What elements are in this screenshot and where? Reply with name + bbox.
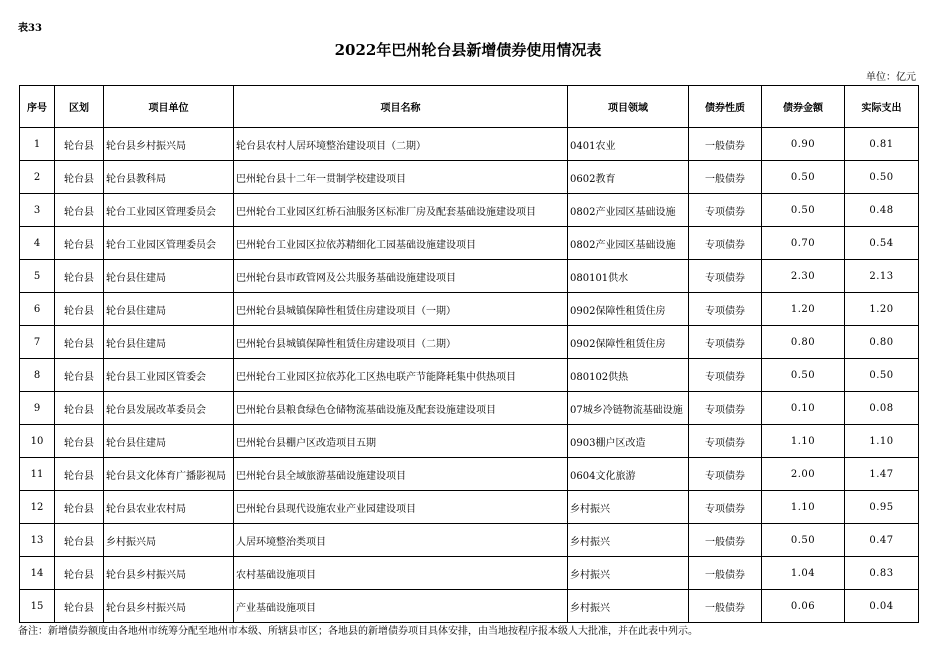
cell-unit: 轮台县住建局 [104, 425, 234, 458]
cell-unit: 轮台县乡村振兴局 [104, 590, 234, 623]
cell-unit: 轮台县农业农村局 [104, 491, 234, 524]
cell-bond-type: 一般债券 [689, 128, 762, 161]
cell-amount: 2.30 [762, 260, 845, 293]
cell-index: 8 [20, 359, 55, 392]
cell-unit: 轮台县工业园区管委会 [104, 359, 234, 392]
cell-actual: 0.50 [845, 359, 919, 392]
cell-amount: 0.80 [762, 326, 845, 359]
column-header-index: 序号 [20, 86, 55, 128]
cell-index: 15 [20, 590, 55, 623]
cell-field: 0604文化旅游 [568, 458, 689, 491]
cell-index: 7 [20, 326, 55, 359]
table-row [20, 227, 919, 260]
cell-unit: 轮台县发展改革委员会 [104, 392, 234, 425]
unit-label: 单位：亿元 [866, 72, 916, 83]
cell-index: 3 [20, 194, 55, 227]
cell-unit: 轮台县乡村振兴局 [104, 128, 234, 161]
header-row [20, 86, 919, 128]
cell-region: 轮台县 [55, 293, 104, 326]
cell-amount: 1.10 [762, 491, 845, 524]
cell-region: 轮台县 [55, 128, 104, 161]
cell-bond-type: 一般债券 [689, 557, 762, 590]
cell-unit: 乡村振兴局 [104, 524, 234, 557]
cell-bond-type: 专项债券 [689, 491, 762, 524]
cell-actual: 0.08 [845, 392, 919, 425]
cell-amount: 0.50 [762, 524, 845, 557]
cell-bond-type: 专项债券 [689, 392, 762, 425]
cell-region: 轮台县 [55, 590, 104, 623]
table-number: 表33 [18, 23, 42, 34]
cell-actual: 0.83 [845, 557, 919, 590]
cell-region: 轮台县 [55, 326, 104, 359]
cell-amount: 0.06 [762, 590, 845, 623]
cell-project: 农村基础设施项目 [234, 557, 568, 590]
cell-project: 轮台县农村人居环境整治建设项目（二期） [234, 128, 568, 161]
table-row [20, 194, 919, 227]
cell-region: 轮台县 [55, 227, 104, 260]
cell-bond-type: 专项债券 [689, 227, 762, 260]
cell-field: 07城乡冷链物流基础设施 [568, 392, 689, 425]
cell-unit: 轮台县文化体育广播影视局 [104, 458, 234, 491]
cell-actual: 0.47 [845, 524, 919, 557]
cell-project: 巴州轮台县城镇保障性租赁住房建设项目（一期） [234, 293, 568, 326]
cell-actual: 0.54 [845, 227, 919, 260]
cell-index: 12 [20, 491, 55, 524]
cell-amount: 0.70 [762, 227, 845, 260]
cell-project: 巴州轮台工业园区拉依苏精细化工园基础设施建设项目 [234, 227, 568, 260]
cell-index: 11 [20, 458, 55, 491]
cell-field: 0802产业园区基础设施 [568, 194, 689, 227]
cell-project: 巴州轮台县城镇保障性租赁住房建设项目（二期） [234, 326, 568, 359]
cell-field: 0902保障性租赁住房 [568, 293, 689, 326]
column-header-actual: 实际支出 [845, 86, 919, 128]
table-row [20, 524, 919, 557]
cell-region: 轮台县 [55, 260, 104, 293]
column-header-amount: 债券金额 [762, 86, 845, 128]
cell-region: 轮台县 [55, 425, 104, 458]
cell-bond-type: 专项债券 [689, 194, 762, 227]
cell-actual: 0.48 [845, 194, 919, 227]
debt-usage-table [19, 85, 919, 623]
cell-amount: 1.20 [762, 293, 845, 326]
cell-project: 巴州轮台县全域旅游基础设施建设项目 [234, 458, 568, 491]
cell-field: 乡村振兴 [568, 590, 689, 623]
cell-actual: 1.47 [845, 458, 919, 491]
cell-project: 巴州轮台工业园区拉依苏化工区热电联产节能降耗集中供热项目 [234, 359, 568, 392]
cell-field: 乡村振兴 [568, 524, 689, 557]
cell-field: 0602教育 [568, 161, 689, 194]
cell-unit: 轮台工业园区管理委员会 [104, 227, 234, 260]
cell-project: 巴州轮台县现代设施农业产业园建设项目 [234, 491, 568, 524]
cell-index: 4 [20, 227, 55, 260]
cell-actual: 0.81 [845, 128, 919, 161]
cell-actual: 0.50 [845, 161, 919, 194]
cell-bond-type: 一般债券 [689, 161, 762, 194]
cell-index: 2 [20, 161, 55, 194]
cell-index: 9 [20, 392, 55, 425]
cell-project: 巴州轮台县十二年一贯制学校建设项目 [234, 161, 568, 194]
column-header-bond-type: 债券性质 [689, 86, 762, 128]
cell-project: 产业基础设施项目 [234, 590, 568, 623]
table-row [20, 293, 919, 326]
table-row [20, 128, 919, 161]
cell-project: 巴州轮台县棚户区改造项目五期 [234, 425, 568, 458]
cell-amount: 0.50 [762, 359, 845, 392]
cell-field: 0902保障性租赁住房 [568, 326, 689, 359]
column-header-unit: 项目单位 [104, 86, 234, 128]
cell-project: 巴州轮台工业园区红桥石油服务区标准厂房及配套基础设施建设项目 [234, 194, 568, 227]
table-row [20, 458, 919, 491]
cell-field: 乡村振兴 [568, 557, 689, 590]
table-row [20, 557, 919, 590]
cell-index: 14 [20, 557, 55, 590]
cell-amount: 0.10 [762, 392, 845, 425]
table-row [20, 590, 919, 623]
table-row [20, 260, 919, 293]
cell-actual: 0.04 [845, 590, 919, 623]
cell-actual: 2.13 [845, 260, 919, 293]
cell-amount: 0.90 [762, 128, 845, 161]
cell-actual: 1.20 [845, 293, 919, 326]
cell-region: 轮台县 [55, 392, 104, 425]
cell-region: 轮台县 [55, 458, 104, 491]
cell-bond-type: 专项债券 [689, 359, 762, 392]
footnote: 备注：新增债券额度由各地州市统筹分配至地州市本级、所辖县市区；各地县的新增债券项目具体安排，由当地按程序报本级人大批准，并在此表中列示。 [18, 626, 698, 637]
column-header-region: 区划 [55, 86, 104, 128]
cell-index: 6 [20, 293, 55, 326]
cell-project: 巴州轮台县粮食绿色仓储物流基础设施及配套设施建设项目 [234, 392, 568, 425]
cell-unit: 轮台县住建局 [104, 326, 234, 359]
cell-unit: 轮台县住建局 [104, 293, 234, 326]
cell-bond-type: 专项债券 [689, 458, 762, 491]
cell-index: 5 [20, 260, 55, 293]
cell-index: 10 [20, 425, 55, 458]
cell-field: 080101供水 [568, 260, 689, 293]
cell-amount: 1.10 [762, 425, 845, 458]
cell-index: 13 [20, 524, 55, 557]
cell-bond-type: 专项债券 [689, 425, 762, 458]
cell-unit: 轮台县教科局 [104, 161, 234, 194]
cell-unit: 轮台工业园区管理委员会 [104, 194, 234, 227]
cell-region: 轮台县 [55, 359, 104, 392]
cell-field: 080102供热 [568, 359, 689, 392]
cell-region: 轮台县 [55, 524, 104, 557]
column-header-project: 项目名称 [234, 86, 568, 128]
table-row [20, 392, 919, 425]
cell-project: 巴州轮台县市政管网及公共服务基础设施建设项目 [234, 260, 568, 293]
cell-bond-type: 专项债券 [689, 293, 762, 326]
cell-region: 轮台县 [55, 194, 104, 227]
cell-amount: 0.50 [762, 194, 845, 227]
cell-region: 轮台县 [55, 161, 104, 194]
cell-amount: 2.00 [762, 458, 845, 491]
cell-unit: 轮台县住建局 [104, 260, 234, 293]
cell-field: 0903棚户区改造 [568, 425, 689, 458]
cell-field: 0802产业园区基础设施 [568, 227, 689, 260]
cell-region: 轮台县 [55, 491, 104, 524]
table-row [20, 359, 919, 392]
table-row [20, 491, 919, 524]
cell-field: 0401农业 [568, 128, 689, 161]
column-header-field: 项目领域 [568, 86, 689, 128]
table-row [20, 326, 919, 359]
cell-region: 轮台县 [55, 557, 104, 590]
cell-actual: 0.95 [845, 491, 919, 524]
cell-actual: 1.10 [845, 425, 919, 458]
cell-bond-type: 一般债券 [689, 524, 762, 557]
cell-bond-type: 专项债券 [689, 260, 762, 293]
cell-unit: 轮台县乡村振兴局 [104, 557, 234, 590]
cell-bond-type: 一般债券 [689, 590, 762, 623]
cell-field: 乡村振兴 [568, 491, 689, 524]
cell-amount: 0.50 [762, 161, 845, 194]
table-row [20, 425, 919, 458]
table-row [20, 161, 919, 194]
cell-bond-type: 专项债券 [689, 326, 762, 359]
page-title: 2022年巴州轮台县新增债券使用情况表 [334, 41, 602, 59]
cell-index: 1 [20, 128, 55, 161]
cell-actual: 0.80 [845, 326, 919, 359]
cell-amount: 1.04 [762, 557, 845, 590]
cell-project: 人居环境整治类项目 [234, 524, 568, 557]
